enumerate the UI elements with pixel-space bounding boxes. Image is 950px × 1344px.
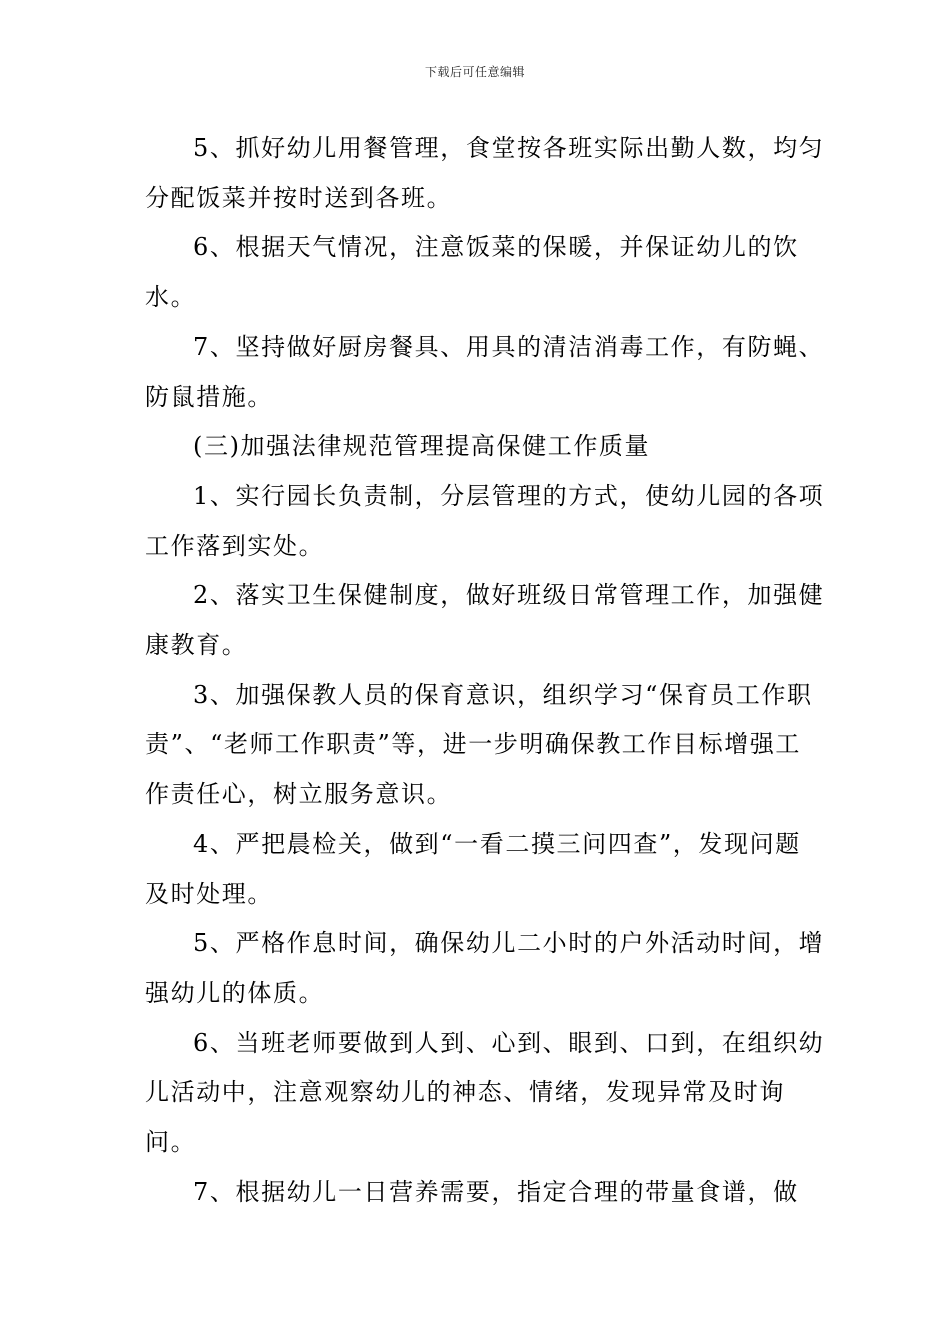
paragraph-text-line: 询问。 [145, 1078, 786, 1157]
paragraph-text-line: 职责”、“老师工作职责”等，进一步明确保教工作目标 [145, 680, 813, 759]
paragraph [145, 919, 825, 1018]
paragraph-text-line: 项工作落到实处。 [145, 481, 825, 560]
paragraph-text-line: 4、严把晨检关，做到“一看二摸三问四查”，发现问 [193, 829, 776, 858]
paragraph-text-line: 5、抓好幼儿用餐管理，食堂按各班实际出勤人数，均 [193, 134, 799, 162]
paragraph [145, 472, 825, 571]
paragraph-text-line: 健康教育。 [145, 581, 825, 660]
paragraph-text-line: 增强工作责任心，树立服务意识。 [145, 730, 802, 809]
paragraph-text-line: 增强幼儿的体质。 [145, 929, 825, 1007]
paragraph [145, 422, 825, 472]
paragraph [145, 571, 825, 670]
paragraph-text-line: 5、严格作息时间，确保幼儿二小时的户外活动时间， [193, 929, 799, 958]
page-header-note: 下载后可任意编辑 [424, 65, 525, 79]
paragraph-text-line: 匀分配饭菜并按时送到各班。 [145, 134, 825, 212]
paragraph-text-line: 6、根据天气情况，注意饭菜的保暖，并保证幼儿的饮 [193, 233, 799, 262]
paragraph-text-line: 7、坚持做好厨房餐具、用具的清洁消毒工作，有防蝇、 [193, 332, 825, 361]
paragraph [145, 223, 825, 322]
paragraph-text-line: 水。 [145, 283, 197, 312]
paragraph [145, 124, 825, 223]
paragraph [145, 671, 825, 820]
paragraph-text-line: 1、实行园长负责制，分层管理的方式，使幼儿园的各 [193, 481, 799, 510]
paragraph-text-line: 2、落实卫生保健制度，做好班级日常管理工作，加强 [193, 581, 799, 610]
paragraph-text-line: 6、当班老师要做到人到、心到、眼到、口到，在组织 [193, 1028, 799, 1057]
paragraph [145, 820, 825, 919]
paragraph [145, 323, 825, 422]
paragraph-text-line: 7、根据幼儿一日营养需要，指定合理的带量食谱，做 [193, 1177, 799, 1206]
paragraph-text-line: (三)加强法律规范管理提高保健工作质量 [193, 432, 651, 461]
paragraph-text-line: 防鼠措施。 [145, 382, 273, 411]
paragraph-text-line: 幼儿活动中，注意观察幼儿的神态、情绪，发现异常及时 [145, 1028, 825, 1107]
paragraph [145, 1019, 825, 1168]
document-body [145, 124, 825, 1217]
paragraph [145, 1168, 825, 1218]
paragraph-text-line: 题及时处理。 [145, 829, 801, 908]
paragraph-text-line: 3、加强保教人员的保育意识，组织学习“保育员工作 [193, 680, 787, 709]
